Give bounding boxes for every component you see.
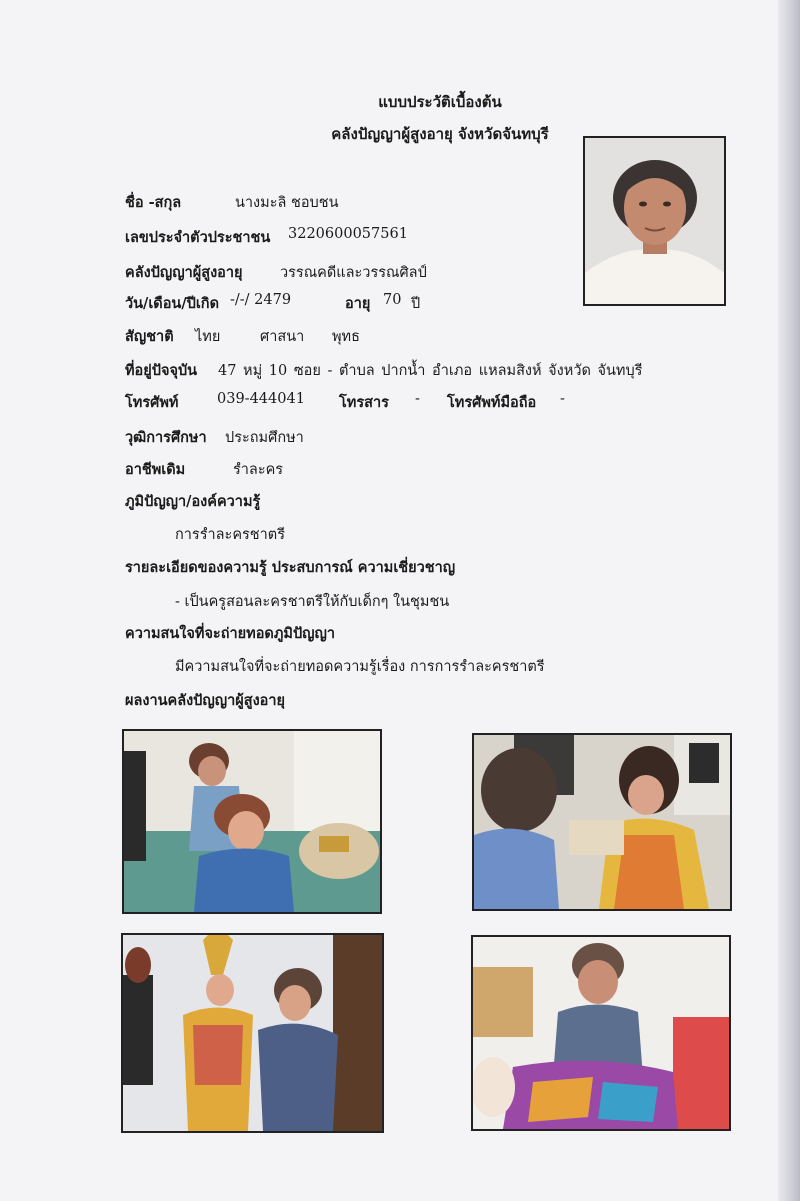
name-value: นางมะลิ ชอบชน xyxy=(235,195,339,211)
mobile-label: โทรศัพท์มือถือ xyxy=(447,394,537,411)
age-value: 70 xyxy=(383,292,402,308)
birth-row xyxy=(125,292,421,315)
work-photo-dressing xyxy=(472,733,732,911)
occupation-row xyxy=(125,458,284,481)
address-row xyxy=(125,359,643,382)
education-row xyxy=(125,426,304,449)
knowledge-row xyxy=(125,490,260,513)
interest-value: มีความสนใจที่จะถ่ายทอดความรู้เรื่อง การการรำละครชาตรี xyxy=(175,659,545,675)
mobile-value: - xyxy=(560,391,565,407)
name-row xyxy=(125,191,339,214)
knowledge-label: ภูมิปัญญา/องค์ความรู้ xyxy=(125,493,261,510)
phone-row xyxy=(125,391,565,414)
address-value: 47 หมู่ 10 ซอย - ตำบล ปากน้ำ อำเภอ แหลมสิงห์ จังหวัด จันทบุรี xyxy=(218,363,643,379)
occupation-value: รำละคร xyxy=(233,462,284,478)
birth-value: -/-/ 2479 xyxy=(230,292,292,308)
address-label: ที่อยู่ปัจจุบัน xyxy=(125,362,198,379)
document-subtitle: คลังปัญญาผู้สูงอายุ จังหวัดจันทบุรี xyxy=(331,125,549,143)
occupation-label: อาชีพเดิม xyxy=(125,461,186,478)
works-row xyxy=(125,689,285,712)
wisdom-row xyxy=(125,261,427,284)
page-edge xyxy=(778,0,800,1201)
age-unit: ปี xyxy=(411,296,421,312)
education-value: ประถมศึกษา xyxy=(225,430,304,446)
document-title: แบบประวัติเบื้องต้น xyxy=(378,93,502,111)
id-row xyxy=(125,226,408,249)
fax-label: โทรสาร xyxy=(339,394,389,411)
name-label: ชื่อ -สกุล xyxy=(125,194,182,211)
religion-value: พุทธ xyxy=(332,329,360,345)
age-label: อายุ xyxy=(345,295,371,312)
education-label: วุฒิการศึกษา xyxy=(125,429,207,446)
details-row xyxy=(125,556,455,579)
phone-label: โทรศัพท์ xyxy=(125,394,179,411)
work-photo-costume xyxy=(121,933,384,1133)
knowledge-value: การรำละครชาตรี xyxy=(175,527,285,543)
work-photo-teaching xyxy=(122,729,382,914)
id-value: 3220600057561 xyxy=(288,226,408,242)
interest-label: ความสนใจที่จะถ่ายทอดภูมิปัญญา xyxy=(125,625,335,642)
birth-label: วัน/เดือน/ปีเกิด xyxy=(125,295,219,312)
fax-value: - xyxy=(415,391,420,407)
details-value: - เป็นครูสอนละครชาตรีให้กับเด็กๆ ในชุมชน xyxy=(175,594,450,610)
details-label: รายละเอียดของความรู้ ประสบการณ์ ความเชี่ยวชาญ xyxy=(125,559,456,576)
nationality-row xyxy=(125,325,360,348)
work-photo-sewing xyxy=(471,935,731,1131)
portrait-photo xyxy=(583,136,726,306)
religion-label: ศาสนา xyxy=(260,329,305,345)
phone-value: 039-444041 xyxy=(217,391,305,407)
nationality-label: สัญชาติ xyxy=(125,328,174,345)
works-label: ผลงานคลังปัญญาผู้สูงอายุ xyxy=(125,692,286,709)
id-label: เลขประจำตัวประชาชน xyxy=(125,229,271,246)
wisdom-label: คลังปัญญาผู้สูงอายุ xyxy=(125,264,243,281)
wisdom-value: วรรณคดีและวรรณศิลป์ xyxy=(280,265,427,281)
nationality-value: ไทย xyxy=(195,329,221,345)
interest-row xyxy=(125,622,335,645)
